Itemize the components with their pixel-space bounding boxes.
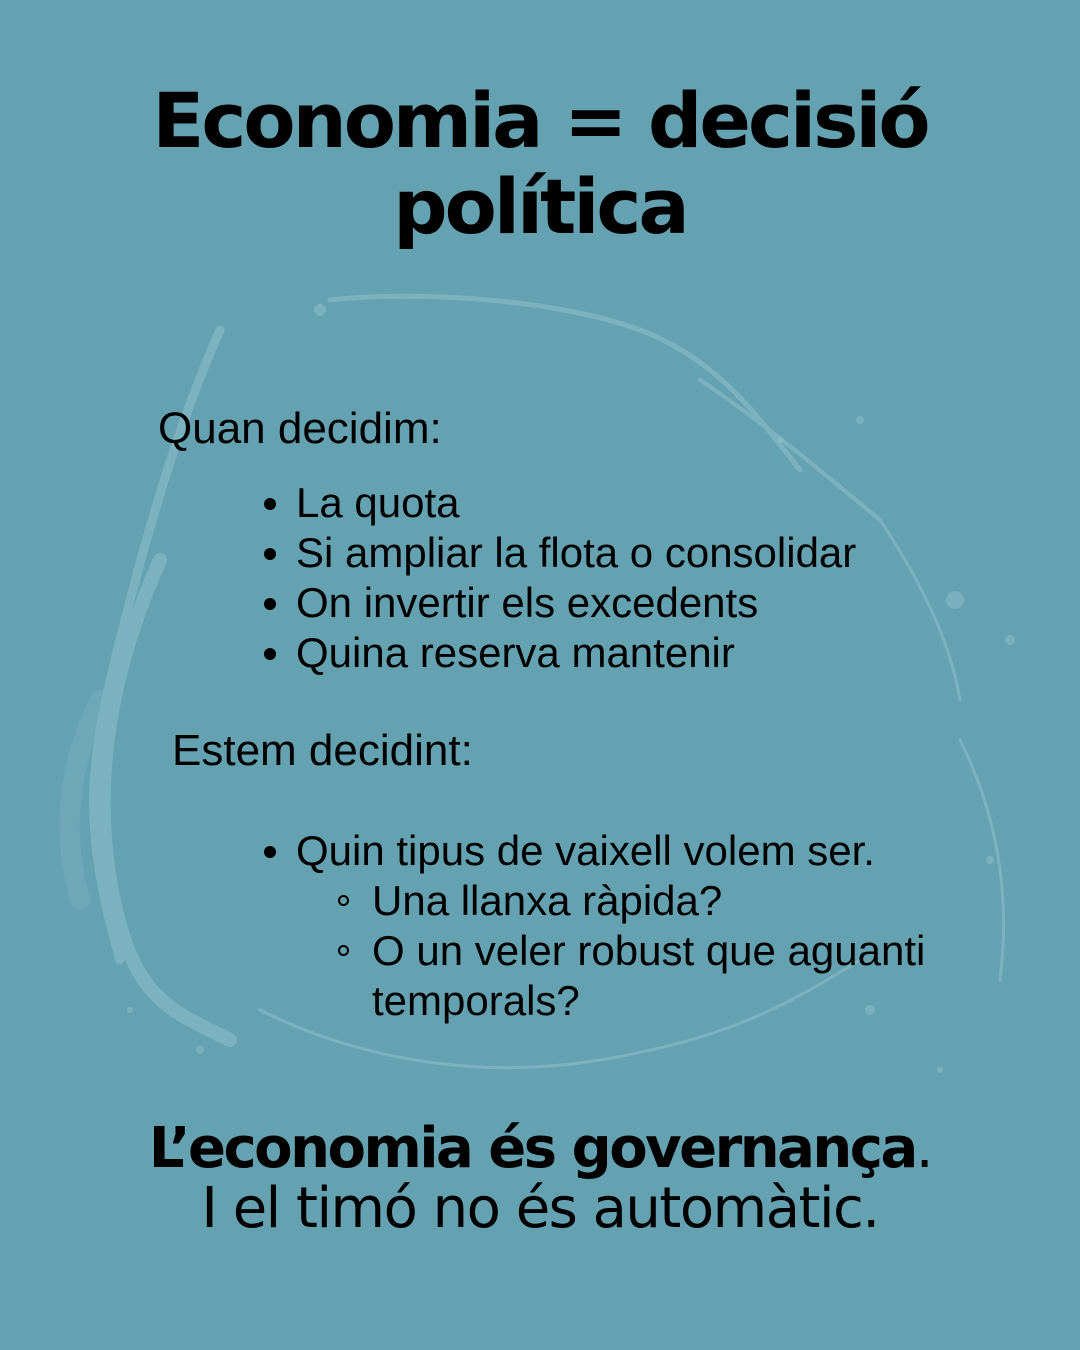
list-item: La quota (296, 478, 856, 528)
page-title: Economia = decisió política (152, 76, 928, 251)
bullet-icon (264, 548, 276, 560)
sub-list-item: Una llanxa ràpida? (372, 876, 972, 926)
bullet-icon (264, 598, 276, 610)
bullet-icon (264, 648, 276, 660)
section-label-estem-decidint: Estem decidint: (172, 726, 473, 775)
closing-statement: L’economia és governança. (148, 1116, 932, 1181)
sub-list-item: O un veler robust que aguanti temporals? (372, 926, 972, 1026)
section-label-quan-decidim: Quan decidim: (158, 404, 442, 453)
bullet-icon (264, 498, 276, 510)
list-item: Si ampliar la flota o consolidar (296, 528, 856, 578)
list-item: Quina reserva mantenir (296, 628, 856, 678)
decisions-list (296, 478, 856, 678)
list-item: On invertir els excedents (296, 578, 856, 628)
sub-list (372, 876, 972, 1026)
bullet-icon (264, 846, 276, 858)
hollow-bullet-icon (338, 945, 349, 956)
closing-subline: I el timó no és automàtic. (201, 1176, 879, 1241)
deciding-list (296, 826, 926, 1026)
hollow-bullet-icon (338, 895, 349, 906)
list-item: Quin tipus de vaixell volem ser. Una llanxa ràpida? O un veler robust que aguanti temporals? (296, 826, 896, 1026)
